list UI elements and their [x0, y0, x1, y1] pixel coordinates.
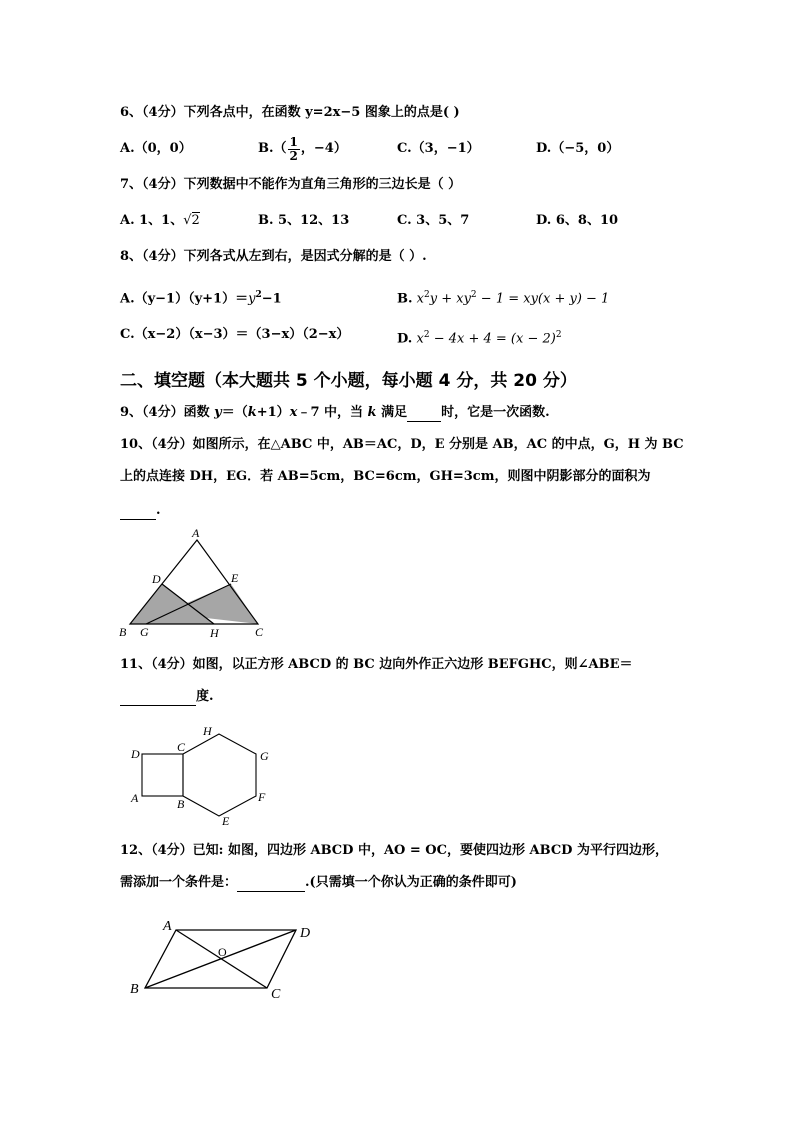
q10-period: . — [156, 503, 161, 518]
q8-option-a-exp: 2 — [255, 290, 262, 300]
label-g: G — [140, 625, 149, 639]
label-b: B — [130, 982, 139, 997]
label-c: C — [177, 740, 186, 754]
label-d: D — [152, 572, 161, 586]
diagonal-bd — [145, 930, 296, 988]
label-e: E — [222, 814, 230, 828]
q8-option-a-suffix: −1 — [261, 291, 282, 307]
label-a: A — [163, 919, 172, 934]
q7-option-a-prefix: A. 1、1、 — [120, 213, 184, 228]
q9-prefix: 9、（4分）函数 — [120, 405, 215, 420]
label-a: A — [131, 791, 139, 805]
q8-option-a-prefix: A.（y−1）（y+1）＝ — [120, 291, 249, 307]
q7-root-value: 2 — [191, 213, 200, 228]
section-title: 二、填空题（本大题共 5 个小题，每小题 4 分，共 20 分） — [120, 371, 577, 391]
q6-fraction-numerator: 1 — [289, 134, 298, 149]
q7-option-c: C. 3、5、7 — [397, 213, 470, 228]
q8-option-b-x: x — [416, 291, 424, 307]
label-h: H — [203, 724, 212, 738]
sqrt-icon: √ — [183, 213, 192, 228]
q9-var-k: k — [247, 405, 257, 420]
q9-mid3: ﹣7 中，当 — [297, 405, 368, 420]
q9-mid4: 满足 — [376, 405, 408, 420]
q6-option-b-suffix: ，−4） — [300, 141, 347, 156]
q12-prefix: 需添加一个条件是： — [120, 875, 238, 890]
label-h: H — [210, 626, 219, 640]
q8-option-d-label: D. — [397, 331, 413, 347]
label-f: F — [258, 790, 266, 804]
q8-option-b-exp1: 2 — [424, 290, 430, 300]
q7-option-d: D. 6、8、10 — [536, 213, 619, 228]
q9-mid2: +1） — [256, 405, 290, 420]
q7-option-b: B. 5、12、13 — [258, 213, 350, 228]
q8-option-d-exp1: 2 — [423, 330, 430, 340]
q12-suffix: .(只需填一个你认为正确的条件即可) — [305, 875, 517, 890]
label-e: E — [231, 571, 239, 585]
q6-option-d: D.（−5，0） — [536, 141, 620, 156]
q11-line1: 11、（4分）如图，以正方形 ABCD 的 BC 边向外作正六边形 BEFGHC，则∠ABE＝ — [120, 657, 633, 672]
label-g: G — [260, 749, 269, 763]
q10-line2: 上的点连接 DH，EG．若 AB=5cm，BC=6cm，GH=3cm，则图中阴影部分的面积为 — [120, 469, 651, 484]
label-d: D — [300, 926, 311, 941]
label-b: B — [119, 625, 127, 639]
label-d: D — [131, 747, 140, 761]
q6-fraction-denominator: 2 — [289, 148, 298, 163]
q8-option-d-mid: − 4x + 4 = (x − 2) — [429, 331, 556, 347]
q6-option-a: A.（0，0） — [120, 141, 192, 156]
q8-option-d-exp2: 2 — [555, 330, 562, 340]
q9-var-k2: k — [367, 405, 377, 420]
q9-var-y: y — [214, 405, 222, 420]
q8-option-a-var: y — [248, 291, 256, 307]
label-o: O — [218, 945, 227, 959]
label-b: B — [177, 797, 185, 811]
q9-mid1: ＝（ — [221, 405, 248, 420]
q8-option-b-label: B. — [397, 291, 413, 307]
q6-stem: 6、（4分）下列各点中，在函数 y=2x−5 图象上的点是( ) — [120, 105, 460, 120]
q6-option-b-prefix: B.（ — [258, 141, 287, 156]
label-a: A — [192, 526, 200, 540]
q8-option-b-mid: y + xy — [429, 291, 471, 307]
label-c: C — [271, 987, 281, 1002]
q11-suffix: 度. — [196, 689, 214, 704]
label-c: C — [255, 625, 264, 639]
q8-option-b-exp2: 2 — [470, 290, 477, 300]
q9-var-x: x — [289, 405, 298, 420]
q12-line1: 12、（4分）已知: 如图，四边形 ABCD 中，AO = OC，要使四边形 ABCD 为平行四边形， — [120, 843, 668, 858]
q10-line1: 10、（4分）如图所示，在△ABC 中，AB＝AC，D，E 分别是 AB，AC 的中点，G，H 为 BC — [120, 437, 684, 452]
q7-stem: 7、（4分）下列数据中不能作为直角三角形的三边长是（ ） — [120, 177, 462, 192]
q8-stem: 8、（4分）下列各式从左到右，是因式分解的是（ ）. — [120, 249, 427, 264]
q8-option-b-suffix: − 1 = xy(x + y) − 1 — [476, 291, 610, 307]
q8-option-d-x: x — [416, 331, 424, 347]
q8-option-c: C.（x−2）（x−3）＝（3−x）（2−x） — [120, 327, 350, 342]
q9-suffix: 时，它是一次函数. — [441, 405, 550, 420]
q6-option-c: C.（3，−1） — [397, 141, 480, 156]
